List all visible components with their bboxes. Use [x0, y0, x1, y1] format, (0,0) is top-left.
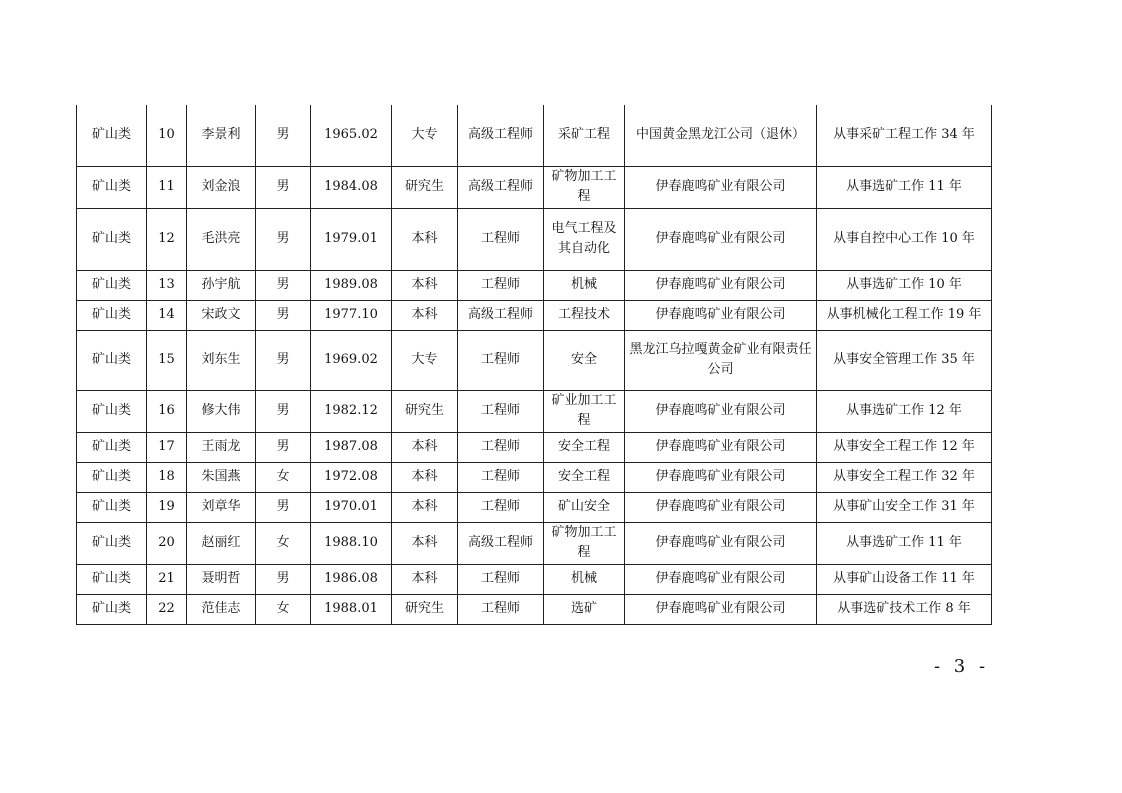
- cell-category: 矿山类: [77, 432, 147, 462]
- cell-no: 16: [147, 390, 187, 432]
- cell-birth: 1984.08: [311, 166, 392, 208]
- cell-experience: 从事矿山安全工作 31 年: [817, 492, 992, 522]
- cell-title: 工程师: [458, 330, 544, 390]
- cell-birth: 1982.12: [311, 390, 392, 432]
- table-row: [77, 432, 992, 462]
- cell-education: 研究生: [392, 166, 458, 208]
- cell-employer: 伊春鹿鸣矿业有限公司: [625, 594, 817, 624]
- cell-category: 矿山类: [77, 208, 147, 270]
- cell-birth: 1988.01: [311, 594, 392, 624]
- cell-major: 电气工程及其自动化: [544, 208, 625, 270]
- cell-title: 高级工程师: [458, 522, 544, 564]
- cell-education: 大专: [392, 105, 458, 166]
- cell-major: 机械: [544, 270, 625, 300]
- cell-employer: 伊春鹿鸣矿业有限公司: [625, 390, 817, 432]
- cell-employer: 中国黄金黑龙江公司（退休）: [625, 105, 817, 166]
- cell-category: 矿山类: [77, 522, 147, 564]
- cell-birth: 1979.01: [311, 208, 392, 270]
- cell-major: 工程技术: [544, 300, 625, 330]
- cell-gender: 女: [256, 462, 311, 492]
- cell-category: 矿山类: [77, 564, 147, 594]
- cell-birth: 1970.01: [311, 492, 392, 522]
- table-row: [77, 390, 992, 432]
- cell-birth: 1969.02: [311, 330, 392, 390]
- cell-education: 本科: [392, 300, 458, 330]
- cell-experience: 从事选矿工作 10 年: [817, 270, 992, 300]
- cell-employer: 伊春鹿鸣矿业有限公司: [625, 432, 817, 462]
- cell-category: 矿山类: [77, 105, 147, 166]
- cell-no: 13: [147, 270, 187, 300]
- cell-no: 19: [147, 492, 187, 522]
- cell-name: 李景利: [187, 105, 256, 166]
- table-row: [77, 105, 992, 166]
- cell-education: 本科: [392, 492, 458, 522]
- cell-employer: 伊春鹿鸣矿业有限公司: [625, 166, 817, 208]
- cell-name: 赵丽红: [187, 522, 256, 564]
- cell-experience: 从事安全管理工作 35 年: [817, 330, 992, 390]
- cell-title: 高级工程师: [458, 166, 544, 208]
- cell-title: 工程师: [458, 270, 544, 300]
- cell-no: 20: [147, 522, 187, 564]
- cell-category: 矿山类: [77, 330, 147, 390]
- cell-category: 矿山类: [77, 390, 147, 432]
- cell-title: 工程师: [458, 208, 544, 270]
- cell-no: 14: [147, 300, 187, 330]
- cell-no: 17: [147, 432, 187, 462]
- cell-major: 安全工程: [544, 462, 625, 492]
- cell-experience: 从事采矿工程工作 34 年: [817, 105, 992, 166]
- cell-employer: 伊春鹿鸣矿业有限公司: [625, 462, 817, 492]
- cell-education: 研究生: [392, 390, 458, 432]
- cell-category: 矿山类: [77, 166, 147, 208]
- expert-table-page: [76, 105, 992, 625]
- cell-experience: 从事自控中心工作 10 年: [817, 208, 992, 270]
- cell-gender: 男: [256, 390, 311, 432]
- cell-no: 22: [147, 594, 187, 624]
- table-row: [77, 300, 992, 330]
- cell-name: 修大伟: [187, 390, 256, 432]
- cell-birth: 1989.08: [311, 270, 392, 300]
- cell-education: 本科: [392, 270, 458, 300]
- cell-experience: 从事选矿工作 12 年: [817, 390, 992, 432]
- cell-title: 工程师: [458, 432, 544, 462]
- cell-experience: 从事矿山设备工作 11 年: [817, 564, 992, 594]
- cell-gender: 男: [256, 105, 311, 166]
- cell-education: 本科: [392, 462, 458, 492]
- cell-name: 刘东生: [187, 330, 256, 390]
- cell-name: 聂明哲: [187, 564, 256, 594]
- cell-name: 毛洪亮: [187, 208, 256, 270]
- cell-gender: 男: [256, 270, 311, 300]
- cell-major: 选矿: [544, 594, 625, 624]
- cell-category: 矿山类: [77, 270, 147, 300]
- expert-table: [76, 105, 992, 625]
- cell-major: 矿业加工工程: [544, 390, 625, 432]
- cell-major: 矿物加工工程: [544, 522, 625, 564]
- table-row: [77, 492, 992, 522]
- cell-major: 矿物加工工程: [544, 166, 625, 208]
- cell-no: 11: [147, 166, 187, 208]
- cell-no: 21: [147, 564, 187, 594]
- cell-no: 10: [147, 105, 187, 166]
- cell-name: 王雨龙: [187, 432, 256, 462]
- table-row: [77, 462, 992, 492]
- cell-name: 刘金浪: [187, 166, 256, 208]
- cell-employer: 伊春鹿鸣矿业有限公司: [625, 208, 817, 270]
- table-row: [77, 270, 992, 300]
- cell-birth: 1986.08: [311, 564, 392, 594]
- cell-category: 矿山类: [77, 594, 147, 624]
- cell-employer: 黑龙江乌拉嘎黄金矿业有限责任公司: [625, 330, 817, 390]
- cell-no: 15: [147, 330, 187, 390]
- cell-birth: 1972.08: [311, 462, 392, 492]
- cell-name: 刘章华: [187, 492, 256, 522]
- cell-employer: 伊春鹿鸣矿业有限公司: [625, 522, 817, 564]
- cell-education: 本科: [392, 522, 458, 564]
- cell-title: 工程师: [458, 462, 544, 492]
- table-row: [77, 594, 992, 624]
- cell-gender: 男: [256, 432, 311, 462]
- cell-no: 12: [147, 208, 187, 270]
- cell-major: 机械: [544, 564, 625, 594]
- cell-birth: 1977.10: [311, 300, 392, 330]
- cell-employer: 伊春鹿鸣矿业有限公司: [625, 300, 817, 330]
- cell-major: 安全工程: [544, 432, 625, 462]
- cell-title: 工程师: [458, 594, 544, 624]
- cell-gender: 男: [256, 300, 311, 330]
- cell-title: 高级工程师: [458, 300, 544, 330]
- cell-education: 研究生: [392, 594, 458, 624]
- cell-experience: 从事选矿技术工作 8 年: [817, 594, 992, 624]
- cell-education: 本科: [392, 564, 458, 594]
- cell-gender: 男: [256, 492, 311, 522]
- table-row: [77, 564, 992, 594]
- table-row: [77, 330, 992, 390]
- cell-gender: 男: [256, 166, 311, 208]
- cell-education: 本科: [392, 432, 458, 462]
- table-body: [77, 105, 992, 624]
- cell-experience: 从事机械化工程工作 19 年: [817, 300, 992, 330]
- cell-gender: 男: [256, 564, 311, 594]
- cell-category: 矿山类: [77, 492, 147, 522]
- cell-experience: 从事选矿工作 11 年: [817, 166, 992, 208]
- cell-birth: 1965.02: [311, 105, 392, 166]
- cell-gender: 男: [256, 208, 311, 270]
- cell-education: 本科: [392, 208, 458, 270]
- cell-title: 工程师: [458, 390, 544, 432]
- cell-name: 范佳志: [187, 594, 256, 624]
- cell-birth: 1987.08: [311, 432, 392, 462]
- table-row: [77, 166, 992, 208]
- page-number: - 3 -: [934, 656, 990, 677]
- cell-gender: 女: [256, 522, 311, 564]
- cell-employer: 伊春鹿鸣矿业有限公司: [625, 492, 817, 522]
- cell-category: 矿山类: [77, 462, 147, 492]
- cell-education: 大专: [392, 330, 458, 390]
- cell-gender: 女: [256, 594, 311, 624]
- cell-experience: 从事安全工程工作 12 年: [817, 432, 992, 462]
- cell-title: 工程师: [458, 492, 544, 522]
- cell-name: 朱国燕: [187, 462, 256, 492]
- cell-category: 矿山类: [77, 300, 147, 330]
- cell-experience: 从事安全工程工作 32 年: [817, 462, 992, 492]
- table-row: [77, 522, 992, 564]
- table-row: [77, 208, 992, 270]
- cell-major: 采矿工程: [544, 105, 625, 166]
- cell-name: 宋政文: [187, 300, 256, 330]
- cell-major: 矿山安全: [544, 492, 625, 522]
- cell-employer: 伊春鹿鸣矿业有限公司: [625, 270, 817, 300]
- cell-title: 高级工程师: [458, 105, 544, 166]
- cell-title: 工程师: [458, 564, 544, 594]
- cell-no: 18: [147, 462, 187, 492]
- cell-major: 安全: [544, 330, 625, 390]
- cell-experience: 从事选矿工作 11 年: [817, 522, 992, 564]
- cell-name: 孙宇航: [187, 270, 256, 300]
- cell-gender: 男: [256, 330, 311, 390]
- cell-employer: 伊春鹿鸣矿业有限公司: [625, 564, 817, 594]
- cell-birth: 1988.10: [311, 522, 392, 564]
